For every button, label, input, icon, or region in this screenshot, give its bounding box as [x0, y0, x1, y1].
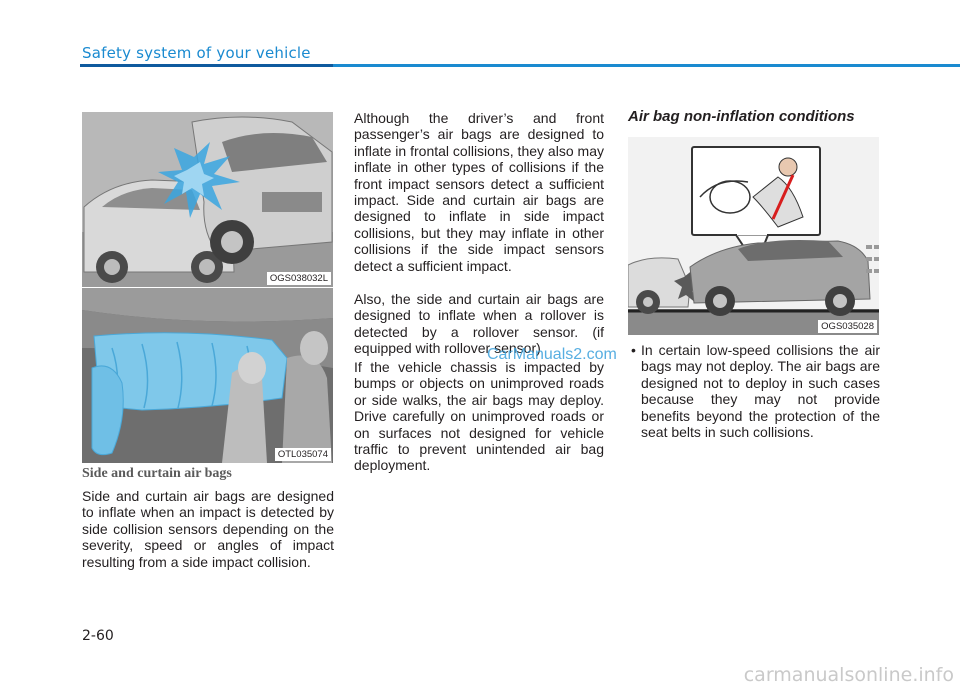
header-rule-accent	[80, 64, 333, 67]
heading-airbag-non-inflation: Air bag non-inflation conditions	[628, 108, 855, 125]
paragraph: Also, the side and curtain air bags are designed to inflate when a rollover is detected by a rollover sensor. (if equipped with rollover sensor)	[354, 291, 604, 357]
low-speed-collision-drawing	[628, 137, 879, 335]
low-speed-collision-illustration	[628, 137, 879, 335]
bullet-text: In certain low-speed collisions the air bags may not deploy. The air bags are designed not to deploy in such cases because they may not provide benefits beyond the protection of the seat belts in such collisions.	[641, 342, 880, 441]
curtain-airbag-drawing	[82, 288, 333, 463]
section-title: Safety system of your vehicle	[82, 44, 311, 62]
subheading-side-curtain-airbags: Side and curtain air bags	[82, 466, 232, 481]
figure-code: OGS038032L	[267, 272, 331, 285]
watermark-carmanuals2: CarManuals2.com	[487, 346, 617, 363]
paragraph: If the vehicle chassis is impacted by bumps or objects on unimproved roads or side walks, the air bags may deploy. Drive carefully on unimproved roads or on surfaces not designed for vehicle traffic to prevent unintended air bag deployment.	[354, 359, 604, 474]
figure-code: OGS035028	[818, 320, 877, 333]
watermark-carmanualsonline: carmanualsonline.info	[743, 664, 954, 686]
curtain-airbag-illustration	[82, 288, 333, 463]
bullet-dot: •	[631, 342, 636, 358]
figure-code: OTL035074	[275, 448, 331, 461]
bullet-item	[628, 342, 880, 440]
paragraph: Although the driver’s and front passenger’s air bags are designed to inflate in frontal collisions, they also may inflate in other types of collisions if the front impact sensors detect a sufficient impact. Side and curtain air bags are designed to inflate in side impact collisions, but they may inflate in other collisions if the side impact sensors detect a sufficient impact.	[354, 110, 604, 274]
frontal-collision-illustration	[82, 112, 333, 287]
page-number: 2-60	[82, 628, 114, 644]
frontal-collision-drawing	[82, 112, 333, 287]
paragraph: Side and curtain air bags are designed to inflate when an impact is detected by side collision sensors depending on the severity, speed or angles of impact resulting from a side impact collision.	[82, 488, 334, 570]
